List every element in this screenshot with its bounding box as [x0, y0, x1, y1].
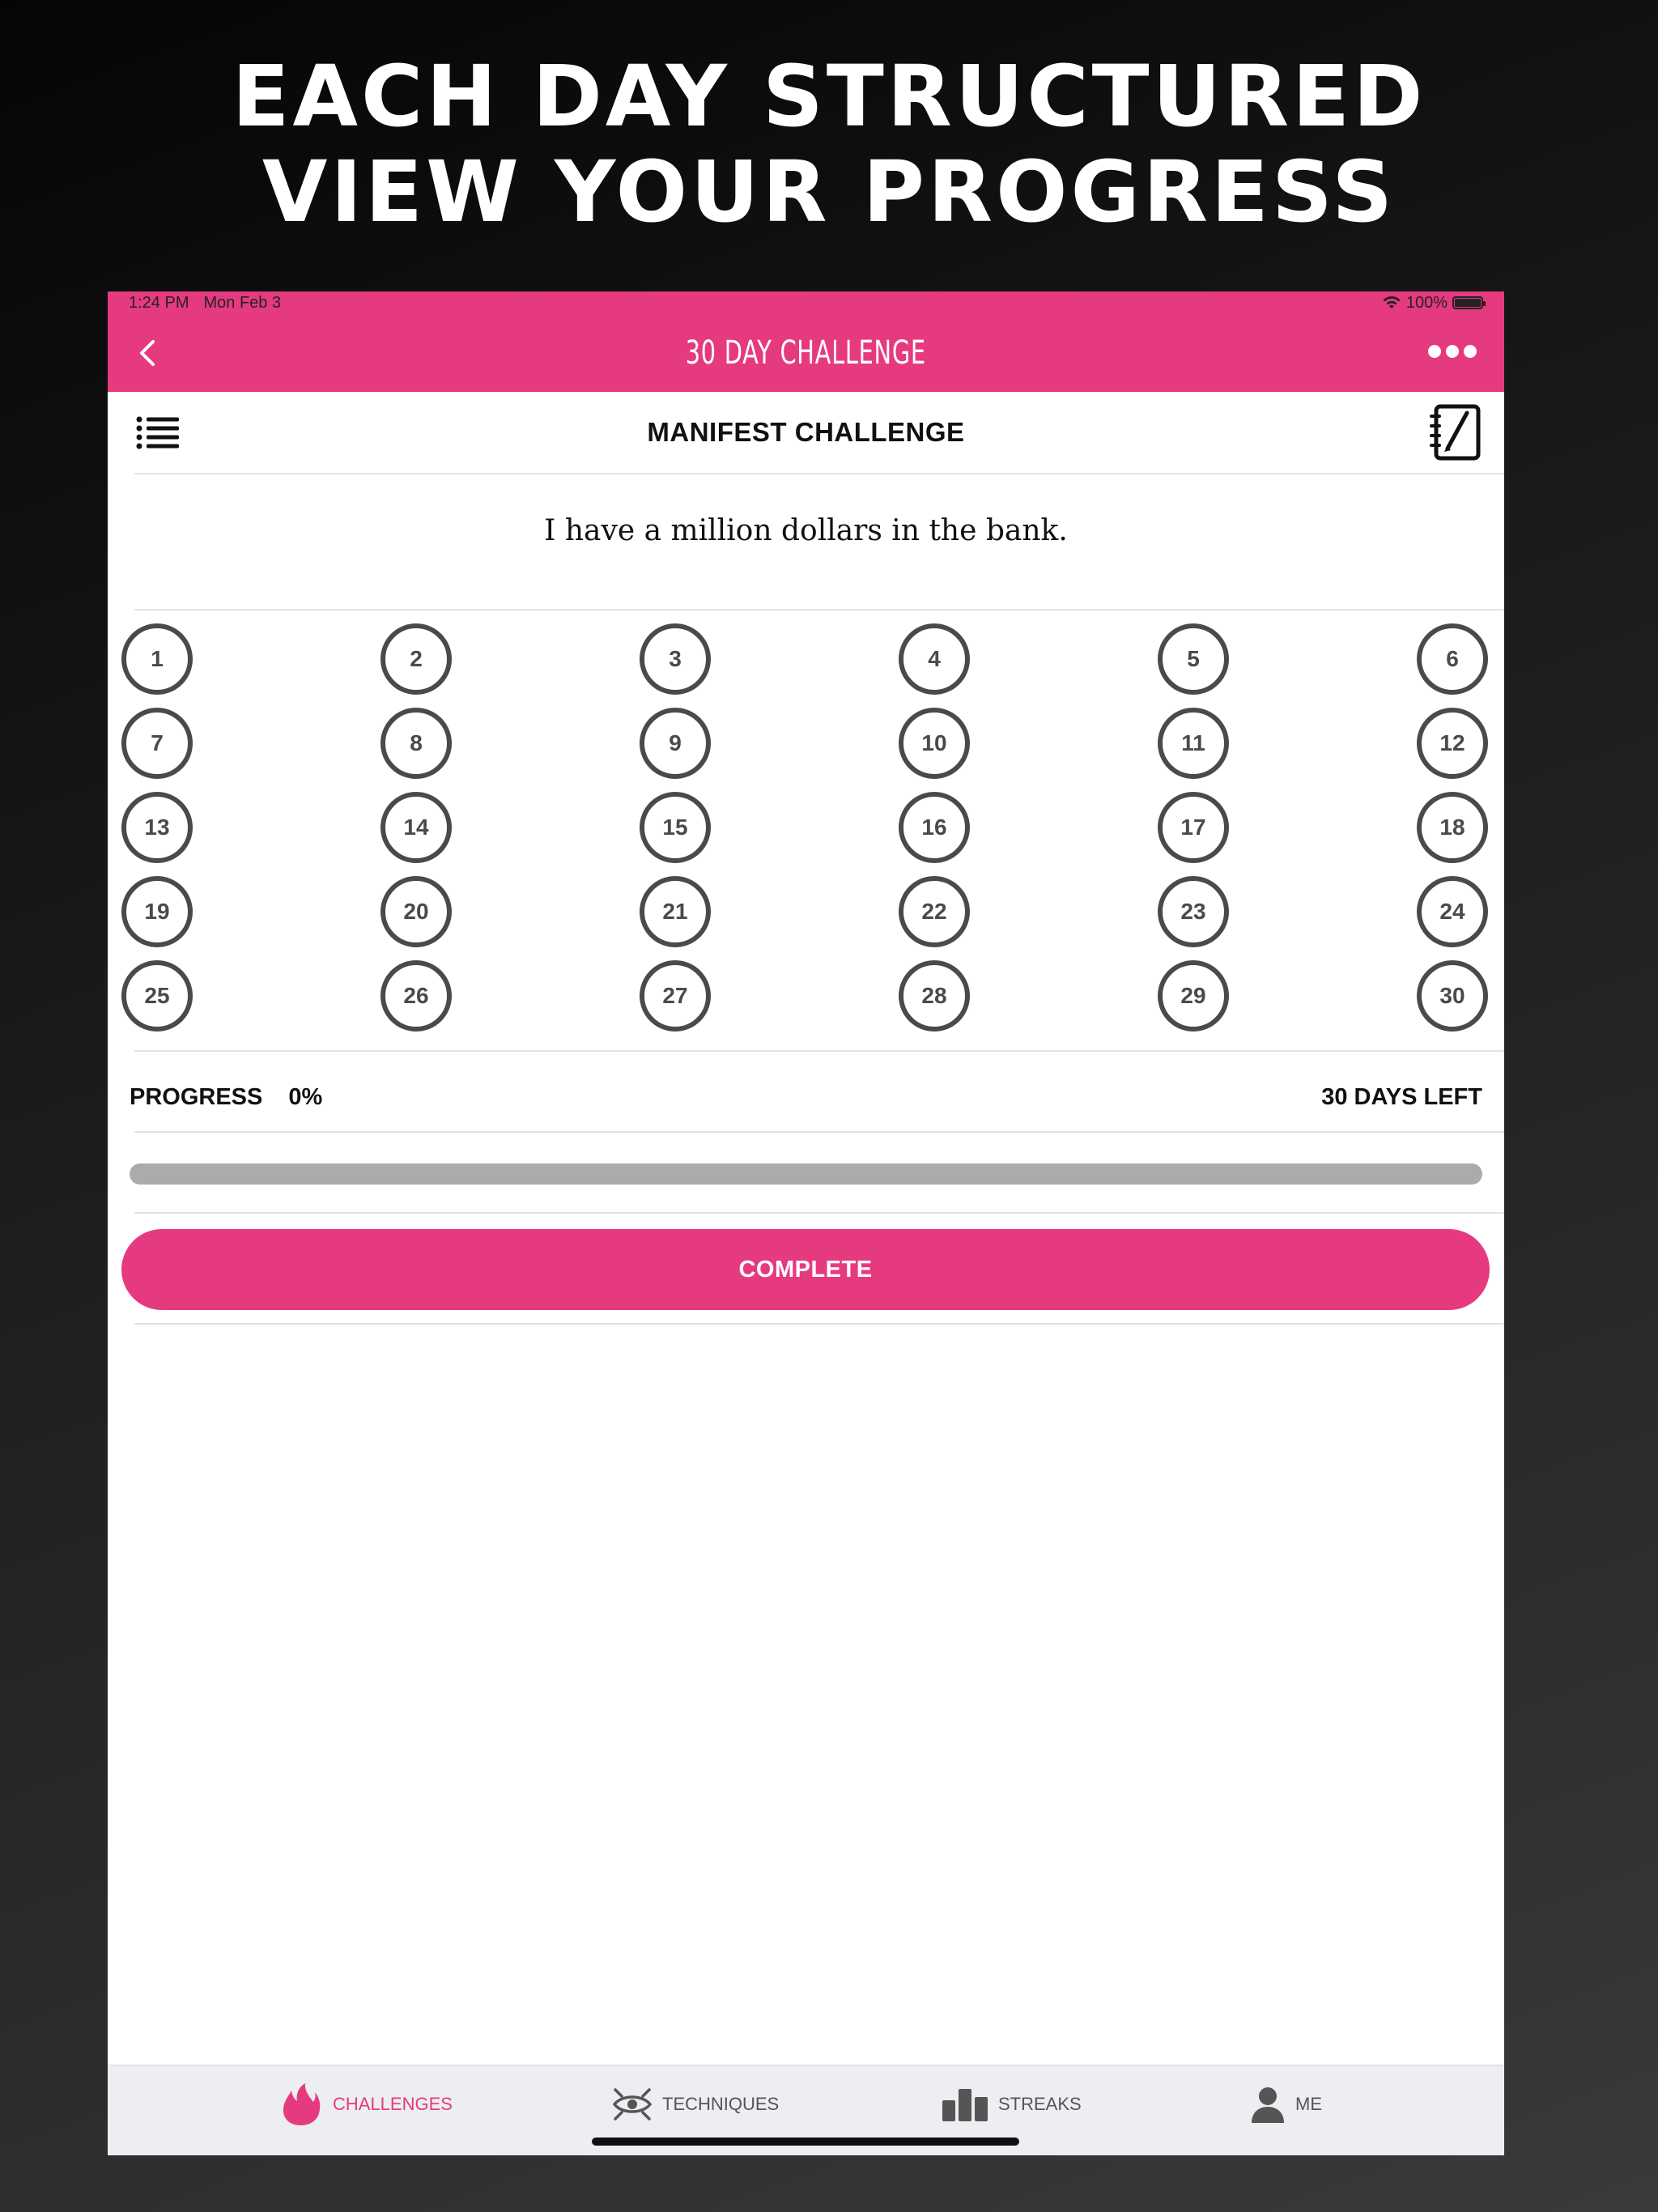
day-circle[interactable]: 24: [1417, 876, 1488, 947]
challenge-header: [108, 392, 1504, 473]
eye-icon: [612, 2087, 653, 2122]
app-screen: [108, 291, 1504, 2155]
day-circle[interactable]: 21: [640, 876, 711, 947]
day-circle[interactable]: 17: [1158, 792, 1229, 863]
status-time: 1:24 PM: [129, 293, 189, 312]
tab-streaks[interactable]: [942, 2080, 1082, 2129]
day-circle[interactable]: 22: [899, 876, 970, 947]
day-circle[interactable]: 9: [640, 708, 711, 779]
nav-title: 30 DAY CHALLENGE: [685, 334, 927, 372]
navigation-bar: [108, 314, 1504, 392]
wifi-icon: [1382, 296, 1401, 310]
battery-icon: [1452, 296, 1483, 309]
day-circle[interactable]: 11: [1158, 708, 1229, 779]
day-circle[interactable]: 27: [640, 960, 711, 1032]
flame-icon: [279, 2082, 323, 2127]
day-circle[interactable]: 23: [1158, 876, 1229, 947]
divider: [134, 609, 1504, 610]
home-indicator: [592, 2138, 1019, 2146]
day-circle[interactable]: 5: [1158, 623, 1229, 695]
progress-bar: [130, 1163, 1482, 1185]
headline-line-2: VIEW YOUR PROGRESS: [261, 143, 1397, 241]
day-circle[interactable]: 29: [1158, 960, 1229, 1032]
complete-button[interactable]: COMPLETE: [121, 1229, 1490, 1310]
day-circle[interactable]: 1: [121, 623, 193, 695]
status-date: Mon Feb 3: [203, 293, 282, 312]
divider: [134, 1323, 1504, 1325]
day-circle[interactable]: 28: [899, 960, 970, 1032]
day-circle[interactable]: 30: [1417, 960, 1488, 1032]
challenge-title: MANIFEST CHALLENGE: [647, 417, 965, 447]
divider: [134, 1212, 1504, 1214]
day-circle[interactable]: 15: [640, 792, 711, 863]
day-circle[interactable]: 16: [899, 792, 970, 863]
journal-icon[interactable]: [1426, 403, 1483, 462]
tab-label: ME: [1295, 2094, 1322, 2114]
days-left: 30 DAYS LEFT: [1321, 1083, 1482, 1110]
day-circle[interactable]: 10: [899, 708, 970, 779]
day-circle[interactable]: 3: [640, 623, 711, 695]
day-circle[interactable]: 7: [121, 708, 193, 779]
tab-challenges[interactable]: [279, 2080, 453, 2129]
tab-label: TECHNIQUES: [662, 2094, 780, 2114]
marketing-headline: [0, 49, 1658, 240]
affirmation-text: I have a million dollars in the bank.: [544, 514, 1068, 547]
tab-techniques[interactable]: [612, 2080, 779, 2129]
chevron-left-icon[interactable]: [130, 334, 163, 372]
tab-me[interactable]: [1250, 2080, 1322, 2129]
person-icon: [1250, 2086, 1286, 2123]
list-icon[interactable]: [135, 415, 181, 450]
day-circle[interactable]: 26: [380, 960, 452, 1032]
status-bar: [108, 291, 1504, 314]
progress-row: [108, 1069, 1504, 1125]
divider: [134, 473, 1504, 474]
battery-percent: 100%: [1405, 293, 1448, 312]
divider: [134, 1131, 1504, 1133]
headline-line-1: EACH DAY STRUCTURED: [232, 47, 1426, 146]
day-circle[interactable]: 8: [380, 708, 452, 779]
day-circle[interactable]: 4: [899, 623, 970, 695]
divider: [134, 1050, 1504, 1052]
tab-label: STREAKS: [998, 2094, 1082, 2114]
tab-label: CHALLENGES: [333, 2094, 453, 2114]
progress-percent: 0%: [288, 1083, 323, 1110]
ellipsis-icon[interactable]: [1428, 345, 1477, 358]
day-circle[interactable]: 12: [1417, 708, 1488, 779]
progress-label: PROGRESS: [130, 1083, 263, 1110]
day-circle[interactable]: 13: [121, 792, 193, 863]
day-circle[interactable]: 25: [121, 960, 193, 1032]
day-circle[interactable]: 2: [380, 623, 452, 695]
day-circle[interactable]: 20: [380, 876, 452, 947]
day-circle[interactable]: 19: [121, 876, 193, 947]
day-circle[interactable]: 14: [380, 792, 452, 863]
day-circle[interactable]: 6: [1417, 623, 1488, 695]
bar-chart-icon: [942, 2087, 988, 2121]
day-grid: [108, 623, 1504, 1044]
day-circle[interactable]: 18: [1417, 792, 1488, 863]
